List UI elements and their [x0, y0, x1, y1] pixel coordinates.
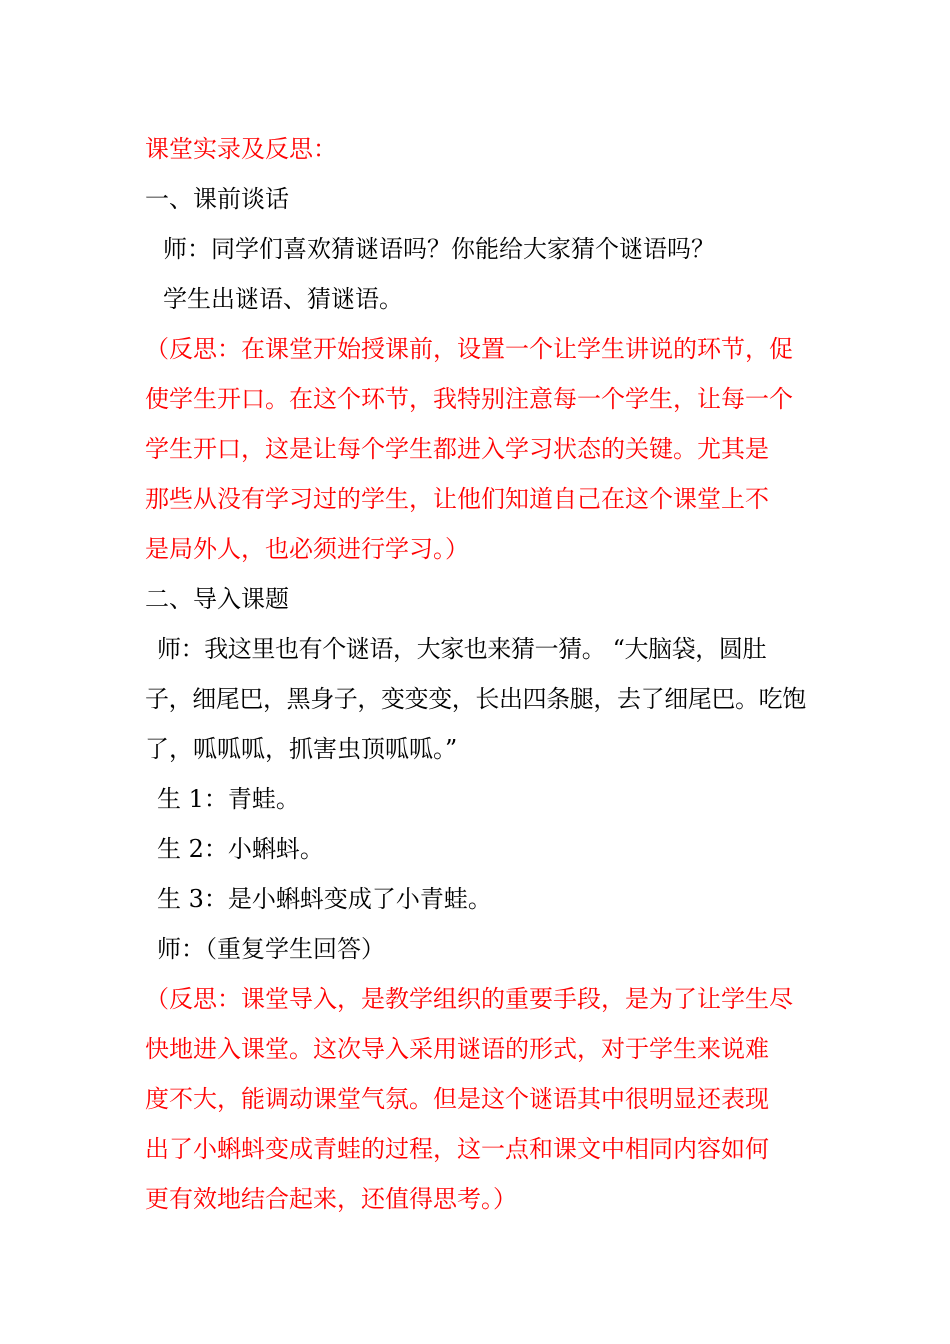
section1-reflection-line-4: 那些从没有学习过的学生，让他们知道自己在这个课堂上不 [145, 485, 769, 513]
section1-teacher-line: 师：同学们喜欢猜谜语吗？你能给大家猜个谜语吗？ [163, 235, 715, 263]
section2-heading: 二、导入课题 [145, 585, 289, 613]
section1-students-line: 学生出谜语、猜谜语。 [163, 285, 403, 313]
section2-teacher-line-2: 子，细尾巴，黑身子，变变变，长出四条腿，去了细尾巴。吃饱 [145, 685, 806, 713]
section2-teacher-line-1: 师：我这里也有个谜语，大家也来猜一猜。 “大脑袋，圆肚 [157, 635, 767, 663]
section2-reflection-line-1: （反思：课堂导入，是教学组织的重要手段，是为了让学生尽 [145, 985, 793, 1013]
section1-reflection-line-3: 学生开口，这是让每个学生都进入学习状态的关键。尤其是 [145, 435, 769, 463]
section2-student2-line: 生 2：小蝌蚪。 [157, 835, 324, 863]
section1-reflection-line-5: 是局外人，也必须进行学习。） [145, 535, 469, 563]
section2-reflection-line-4: 出了小蝌蚪变成青蛙的过程，这一点和课文中相同内容如何 [145, 1135, 769, 1163]
section2-student1-line: 生 1：青蛙。 [157, 785, 300, 813]
section2-reflection-line-5: 更有效地结合起来，还值得思考。） [145, 1185, 517, 1213]
section2-teacher-repeat-line: 师：（重复学生回答） [157, 935, 385, 963]
section1-reflection-line-2: 使学生开口。在这个环节，我特别注意每一个学生，让每一个 [145, 385, 793, 413]
section2-student3-line: 生 3：是小蝌蚪变成了小青蛙。 [157, 885, 492, 913]
section1-reflection-line-1: （反思：在课堂开始授课前，设置一个让学生讲说的环节，促 [145, 335, 793, 363]
section2-reflection-line-2: 快地进入课堂。这次导入采用谜语的形式，对于学生来说难 [145, 1035, 769, 1063]
document-body [145, 124, 813, 1224]
section2-reflection-line-3: 度不大，能调动课堂气氛。但是这个谜语其中很明显还表现 [145, 1085, 769, 1113]
section1-heading: 一、课前谈话 [145, 185, 289, 213]
section2-teacher-line-3: 了，呱呱呱，抓害虫顶呱呱。” [145, 735, 458, 763]
document-title: 课堂实录及反思： [145, 135, 337, 163]
